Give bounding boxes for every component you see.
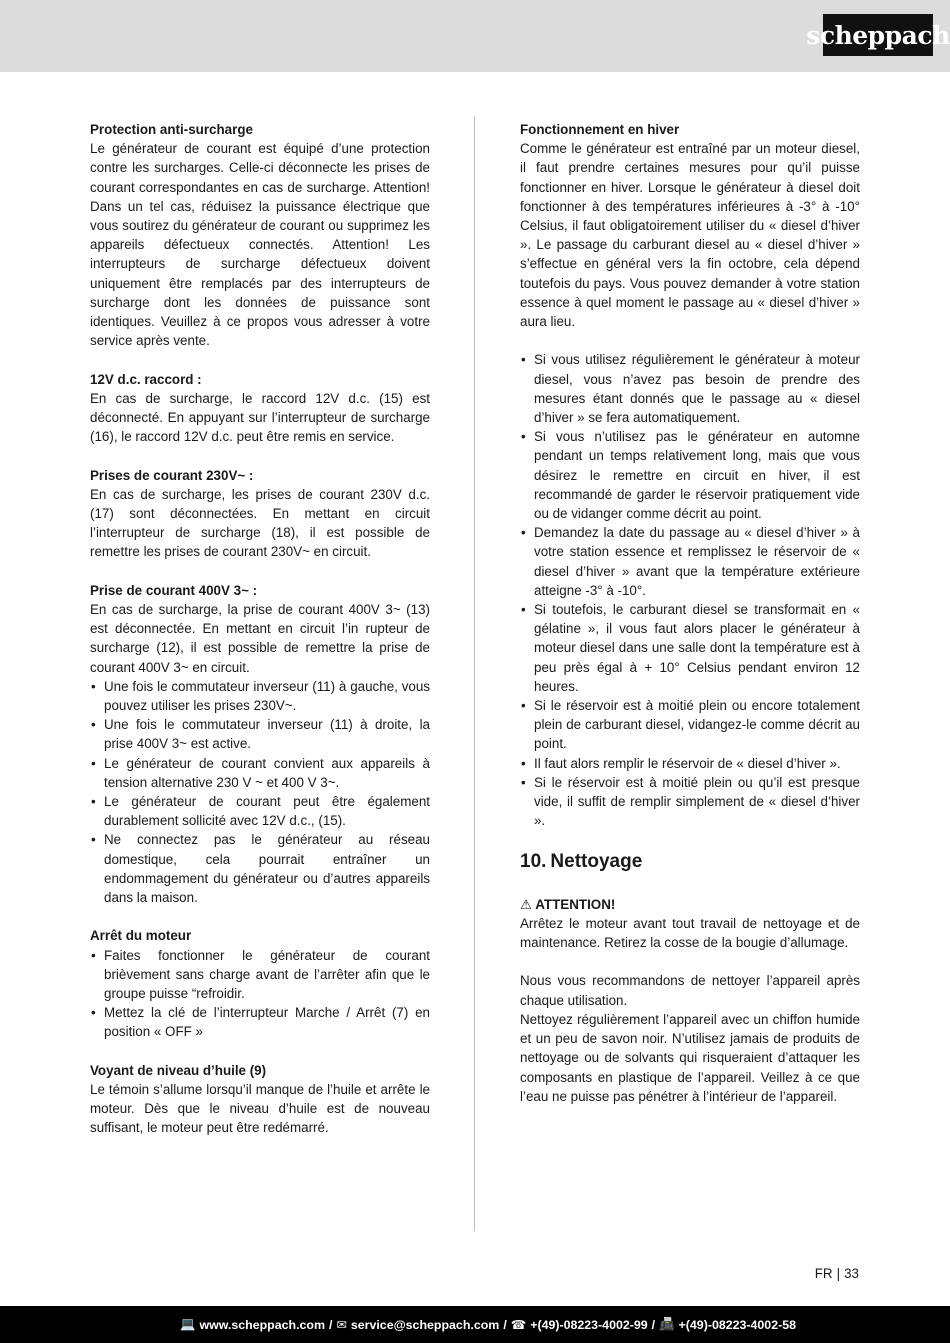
section-230v-sockets bbox=[90, 466, 430, 562]
footer-separator: / bbox=[329, 1317, 333, 1332]
page-separator: | bbox=[836, 1266, 841, 1281]
website-link[interactable]: www.scheppach.com bbox=[199, 1317, 326, 1332]
list-item: • Si le réservoir est à moitié plein ou qu’il est presque vide, il suffit de remplir simplement de « diesel d’hiver ». bbox=[520, 773, 860, 831]
section-text: En cas de surcharge, le raccord 12V d.c. (15) est déconnecté. En appuyant sur l’interrupteur de surcharge (16), le raccord 12V d.c. peut être remis en service. bbox=[90, 390, 430, 445]
list-item: • Si le réservoir est à moitié plein ou encore totalement plein de carburant diesel, vidangez-le comme décrit au point. bbox=[520, 696, 860, 754]
section-title: Voyant de niveau d’huile (9) bbox=[90, 1062, 267, 1078]
section-title: Protection anti-surcharge bbox=[90, 122, 253, 137]
section-title: Fonctionnement en hiver bbox=[520, 122, 680, 137]
bullet-list bbox=[520, 350, 860, 830]
language-code: FR bbox=[814, 1266, 833, 1281]
footer-separator: / bbox=[503, 1317, 507, 1332]
section-text: Comme le générateur est entraîné par un moteur diesel, il faut prendre certaines mesures pour qu’il puisse fonctionner en hiver. Lorsque le générateur à diesel doit fonctionner à des températures inférieures à -3° à -10° Celsius, il faut obligatoirement utiliser du « diesel d’hiver ». Le passage du carburant diesel au « diesel d’hiver » s’effectue en général vers la fin octobre, cela dépend toutefois du pays. Vous pouvez demander à votre station essence à quel moment le passage au « diesel d’hiver » aura lieu. bbox=[520, 141, 860, 330]
left-column bbox=[90, 120, 430, 1157]
list-item: • Si toutefois, le carburant diesel se transformait en « gélatine », il vous faut alors placer le générateur à moteur diesel dans une salle dont la température est à peu près égal à + 10° Celsius pendant environ 12 heures. bbox=[520, 600, 860, 696]
chapter-heading bbox=[520, 850, 860, 874]
list-item: • Si vous utilisez régulièrement le générateur à moteur diesel, vous n’avez pas besoin de prendre des mesures étant donnés que le passage au « diesel d’hiver » se fera automatiquement. bbox=[520, 350, 860, 427]
computer-icon: 💻 bbox=[180, 1317, 196, 1331]
footer-separator: / bbox=[651, 1317, 656, 1332]
section-title: 12V d.c. raccord : bbox=[90, 371, 202, 387]
section-400v-socket bbox=[90, 581, 430, 907]
list-item: • Le générateur de courant peut être également durablement sollicité avec 12V d.c., (15). bbox=[90, 792, 430, 830]
section-text: Le témoin s’allume lorsqu’il manque de l’huile et arrête le moteur. Dès que le niveau d’huile est de nouveau suffisant, le moteur peut être redémarré. bbox=[90, 1082, 430, 1136]
section-engine-stop bbox=[90, 926, 430, 1041]
chapter-title: Nettoyage bbox=[550, 850, 643, 872]
warning-text: Arrêtez le moteur avant tout travail de nettoyage et de maintenance. Retirez la cosse de la bougie d’allumage. bbox=[520, 915, 860, 951]
list-item: • Mettez la clé de l’interrupteur Marche / Arrêt (7) en position « OFF » bbox=[90, 1003, 430, 1041]
bullet-list bbox=[90, 677, 430, 907]
section-oil-indicator bbox=[90, 1061, 430, 1138]
phone-number: +(49)-08223-4002-99 bbox=[530, 1317, 648, 1332]
warning-icon: ⚠ bbox=[520, 896, 533, 912]
page-number bbox=[815, 1266, 859, 1281]
cleaning-paragraph: Nous vous recommandons de nettoyer l’appareil après chaque utilisation. bbox=[520, 973, 860, 1008]
page-number-value: 33 bbox=[844, 1266, 859, 1281]
section-12v-dc bbox=[90, 370, 430, 447]
list-item: • Ne connectez pas le générateur au réseau domestique, cela pourrait entraîner un endommagement du générateur ou d’autres appareils dans la maison. bbox=[90, 830, 430, 907]
phone-icon: ☎ bbox=[510, 1318, 527, 1332]
column-divider bbox=[474, 116, 475, 1231]
list-item: • Si vous n’utilisez pas le générateur en automne pendant un temps relativement long, mais que vous désirez le remettre en circuit en hiver, il est recommandé de garder le réservoir pratiquement vide ou de vidanger comme décrit au point. bbox=[520, 427, 860, 523]
header-bar bbox=[0, 0, 950, 72]
scheppach-logo: scheppach bbox=[823, 14, 933, 56]
fax-icon: 📠 bbox=[659, 1317, 675, 1331]
list-item: • Une fois le commutateur inverseur (11) à droite, la prise 400V 3~ est active. bbox=[90, 715, 430, 753]
list-item: • Faites fonctionner le générateur de courant brièvement sans charge avant de l’arrêter afin que le groupe puisse “refroidir. bbox=[90, 946, 430, 1004]
bullet-list bbox=[90, 946, 430, 1042]
mail-icon: ✉ bbox=[336, 1318, 347, 1332]
section-title: Prise de courant 400V 3~ : bbox=[90, 582, 258, 598]
section-overload-protection bbox=[90, 120, 430, 350]
section-title: Prises de courant 230V~ : bbox=[90, 467, 254, 483]
cleaning-paragraph: Nettoyez régulièrement l’appareil avec un chiffon humide et un peu de savon noir. N’utilisez jamais de produits de nettoyage ou de solvants qui risqueraient d’attaquer les composants en plastique de l’appareil. Veillez à ce que l’eau ne puisse pas pénétrer à l’intérieur de l’appareil. bbox=[520, 1011, 860, 1104]
list-item: • Demandez la date du passage au « diesel d’hiver » à votre station essence et remplissez le réservoir de « diesel d’hiver » avant que la température extérieure atteigne -3° à -10°. bbox=[520, 523, 860, 600]
section-title: Arrêt du moteur bbox=[90, 928, 192, 944]
section-winter-operation bbox=[520, 120, 860, 331]
chapter-number: 10. bbox=[520, 850, 547, 872]
section-text: Le générateur de courant est équipé d’une protection contre les surcharges. Celle-ci déconnecte les prises de courant correspondantes en cas de surcharge. Attention! Dans un tel cas, réduisez la puissance électrique que vous soutirez du générateur de courant ou supprimez les appareils défectueux connectés. Attention! Les interrupteurs de surcharge défectueux doivent uniquement être remplacés par des interrupteurs de surcharge dont les données de puissance sont identiques. Veuillez à ce propos vous adresser à votre service après vente. bbox=[90, 141, 430, 349]
list-item: • Le générateur de courant convient aux appareils à tension alternative 230 V ~ et 400 V 3~. bbox=[90, 754, 430, 792]
section-text: En cas de surcharge, la prise de courant 400V 3~ (13) est déconnectée. En mettant en circuit l’in rupteur de surcharge (12), il est possible de remettre la prise de courant 400V 3~ en circuit. bbox=[90, 602, 430, 675]
email-link[interactable]: service@scheppach.com bbox=[350, 1317, 500, 1332]
section-text: En cas de surcharge, les prises de courant 230V d.c. (17) sont déconnectées. En mettant en circuit l’interrupteur de surcharge (18), il est possible de remettre les prises de courant 230V~ en circuit. bbox=[90, 486, 430, 560]
footer-bar bbox=[0, 1306, 950, 1343]
fax-number: +(49)-08223-4002-58 bbox=[678, 1317, 796, 1332]
list-item: • Une fois le commutateur inverseur (11) à gauche, vous pouvez utiliser les prises 230V~. bbox=[90, 677, 430, 715]
list-item: • Il faut alors remplir le réservoir de « diesel d’hiver ». bbox=[520, 754, 860, 773]
warning-heading bbox=[520, 895, 860, 914]
right-column bbox=[520, 120, 860, 1106]
warning-label: ATTENTION! bbox=[535, 896, 616, 912]
